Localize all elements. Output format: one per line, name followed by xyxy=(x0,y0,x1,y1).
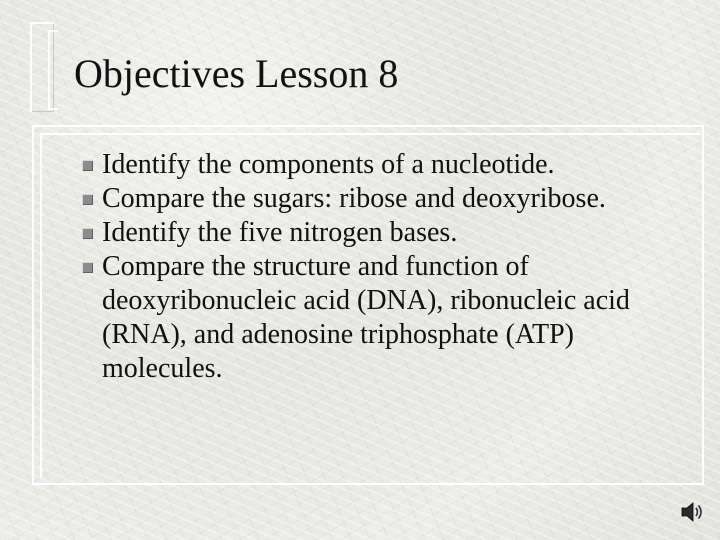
bullet-list xyxy=(82,148,682,386)
speaker-icon[interactable] xyxy=(678,498,706,526)
bullet-item xyxy=(82,250,682,386)
bullet-text: Compare the sugars: ribose and deoxyribose. xyxy=(102,183,606,214)
title-frame-inner-bracket xyxy=(48,30,58,110)
square-bullet-icon xyxy=(82,262,93,273)
bullet-text: Identify the five nitrogen bases. xyxy=(102,217,458,248)
speaker-icon-graphic xyxy=(678,498,706,526)
bullet-text: Compare the structure and function of deoxyribonucleic acid (DNA), ribonucleic acid (RNA), and adenosine triphosphate (ATP) molecules. xyxy=(102,251,630,384)
bullet-item xyxy=(82,182,682,216)
square-bullet-icon xyxy=(82,194,93,205)
square-bullet-icon xyxy=(82,228,93,239)
bullet-text: Identify the components of a nucleotide. xyxy=(102,149,555,180)
bullet-item xyxy=(82,148,682,182)
slide-title: Objectives Lesson 8 xyxy=(74,51,399,96)
square-bullet-icon xyxy=(82,160,93,171)
bullet-item xyxy=(82,216,682,250)
